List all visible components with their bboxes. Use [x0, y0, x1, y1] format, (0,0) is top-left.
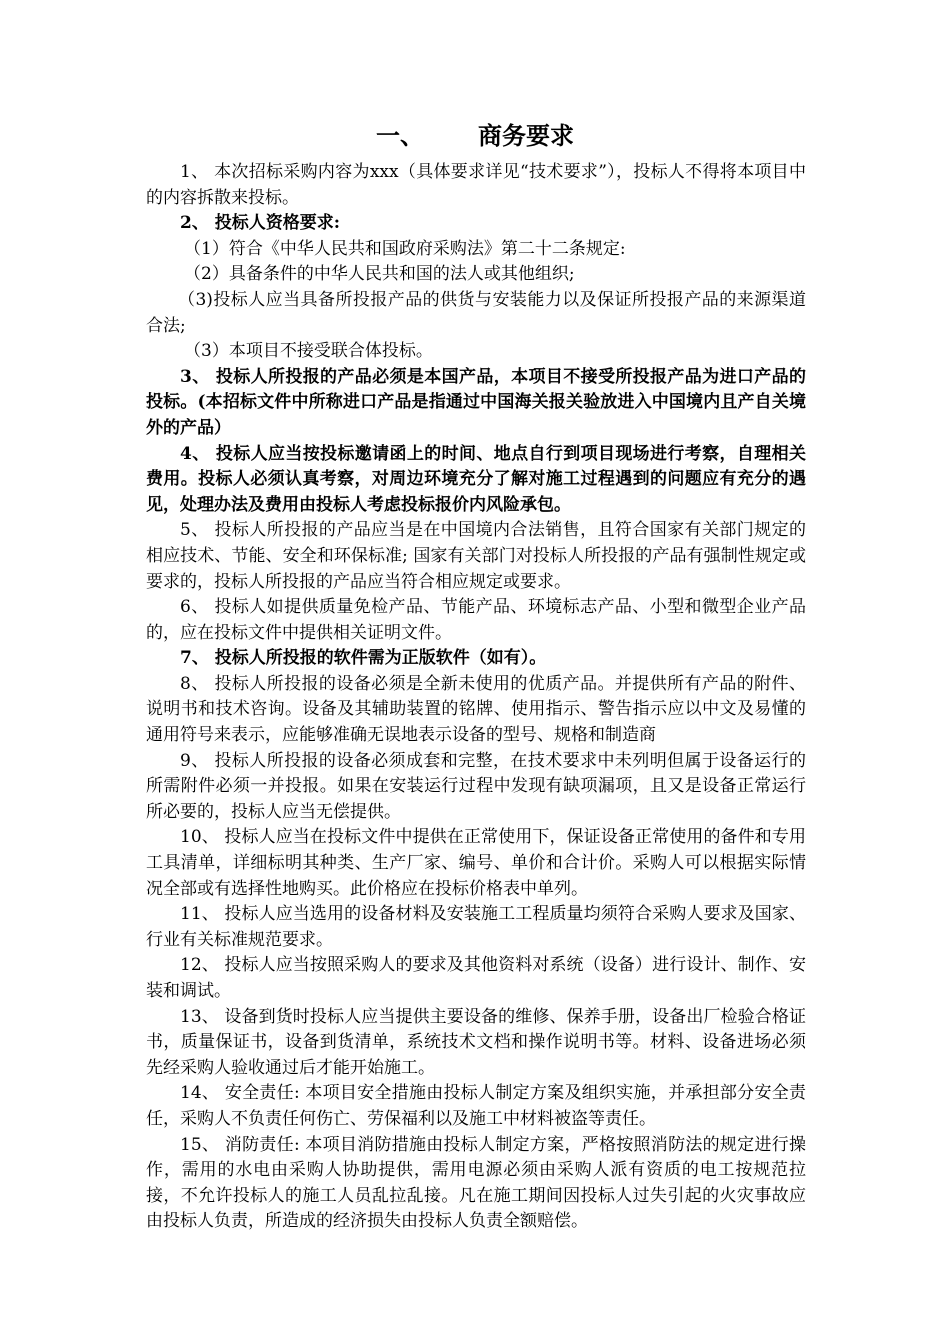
paragraph-8: 8、 投标人所投报的设备必须是全新未使用的优质产品。并提供所有产品的附件、说明书和技术咨询。设备及其辅助装置的铭牌、使用指示、警告指示应以中文及易懂的通用符号来表示，应能够准确无误地表示设备的型号、规格和制造商	[146, 673, 806, 746]
paragraph-10: 10、 投标人应当在投标文件中提供在正常使用下，保证设备正常使用的备件和专用工具清单，详细标明其种类、生产厂家、编号、单价和合计价。采购人可以根据实际情况全部或有选择性地购买。此价格应在投标价格表中单列。	[146, 827, 806, 899]
document-body	[146, 160, 806, 1235]
paragraph-7: 7、 投标人所投报的软件需为正版软件（如有）。	[180, 648, 547, 669]
paragraph-14: 14、 安全责任: 本项目安全措施由投标人制定方案及组织实施，并承担部分安全责任，采购人不负责任何伤亡、劳保福利以及施工中材料被盗等责任。	[146, 1083, 806, 1129]
section-title	[0, 120, 950, 152]
qualification-item: （2）具备条件的中华人民共和国的法人或其他组织;	[184, 264, 575, 285]
section-heading: 商务要求	[478, 121, 574, 150]
paragraph-3: 3、 投标人所投报的产品必须是本国产品，本项目不接受所投报产品为进口产品的投标。(本招标文件中所称进口产品是指通过中国海关报关验放进入中国境内且产自关境外的产品）	[146, 366, 806, 438]
paragraph-11: 11、 投标人应当选用的设备材料及安装施工工程质量均须符合采购人要求及国家、行业有关标准规范要求。	[146, 904, 806, 950]
paragraph-12: 12、 投标人应当按照采购人的要求及其他资料对系统（设备）进行设计、制作、安装和调试。	[146, 955, 806, 1001]
paragraph-4: 4、 投标人应当按投标邀请函上的时间、地点自行到项目现场进行考察，自理相关费用。投标人必须认真考察，对周边环境充分了解对施工过程遇到的问题应有充分的遇见，处理办法及费用由投标人考虑投标报价内风险承包。	[146, 443, 806, 515]
paragraph-6: 6、 投标人如提供质量免检产品、节能产品、环境标志产品、小型和微型企业产品的，应在投标文件中提供相关证明文件。	[146, 597, 806, 643]
paragraph-1: 1、 本次招标采购内容为xxx（具体要求详见“技术要求”），投标人不得将本项目中的内容拆散来投标。	[146, 162, 806, 208]
paragraph-13: 13、 设备到货时投标人应当提供主要设备的维修、保养手册，设备出厂检验合格证书，质量保证书，设备到货清单，系统技术文档和操作说明书等。材料、设备进场必须先经采购人验收通过后才能开始施工。	[146, 1006, 806, 1078]
qualification-item: （3）本项目不接受联合体投标。	[184, 341, 433, 362]
qualification-item: （3)投标人应当具备所投报产品的供货与安装能力以及保证所投报产品的来源渠道合法;	[146, 289, 806, 336]
paragraph-9: 9、 投标人所投报的设备必须成套和完整，在技术要求中未列明但属于设备运行的所需附件必须一并投报。如果在安装运行过程中发现有缺项漏项，且又是设备正常运行所必要的，投标人应当无偿提供。	[146, 750, 806, 822]
paragraph-15: 15、 消防责任: 本项目消防措施由投标人制定方案，严格按照消防法的规定进行操作，需用的水电由采购人协助提供，需用电源必须由采购人派有资质的电工按规范拉接，不允许投标人的施工人员乱拉乱接。凡在施工期间因投标人过失引起的火灾事故应由投标人负责，所造成的经济损失由投标人负责全额赔偿。	[146, 1134, 806, 1232]
qualification-item: （1）符合《中华人民共和国政府采购法》第二十二条规定:	[184, 238, 626, 259]
section-number: 一、	[376, 121, 424, 150]
paragraph-5: 5、 投标人所投报的产品应当是在中国境内合法销售，且符合国家有关部门规定的相应技术、节能、安全和环保标准; 国家有关部门对投标人所投报的产品有强制性规定或要求的，投标人所投报的产品应当符合相应规定或要求。	[146, 520, 806, 592]
paragraph-2-heading: 2、 投标人资格要求:	[180, 213, 341, 234]
